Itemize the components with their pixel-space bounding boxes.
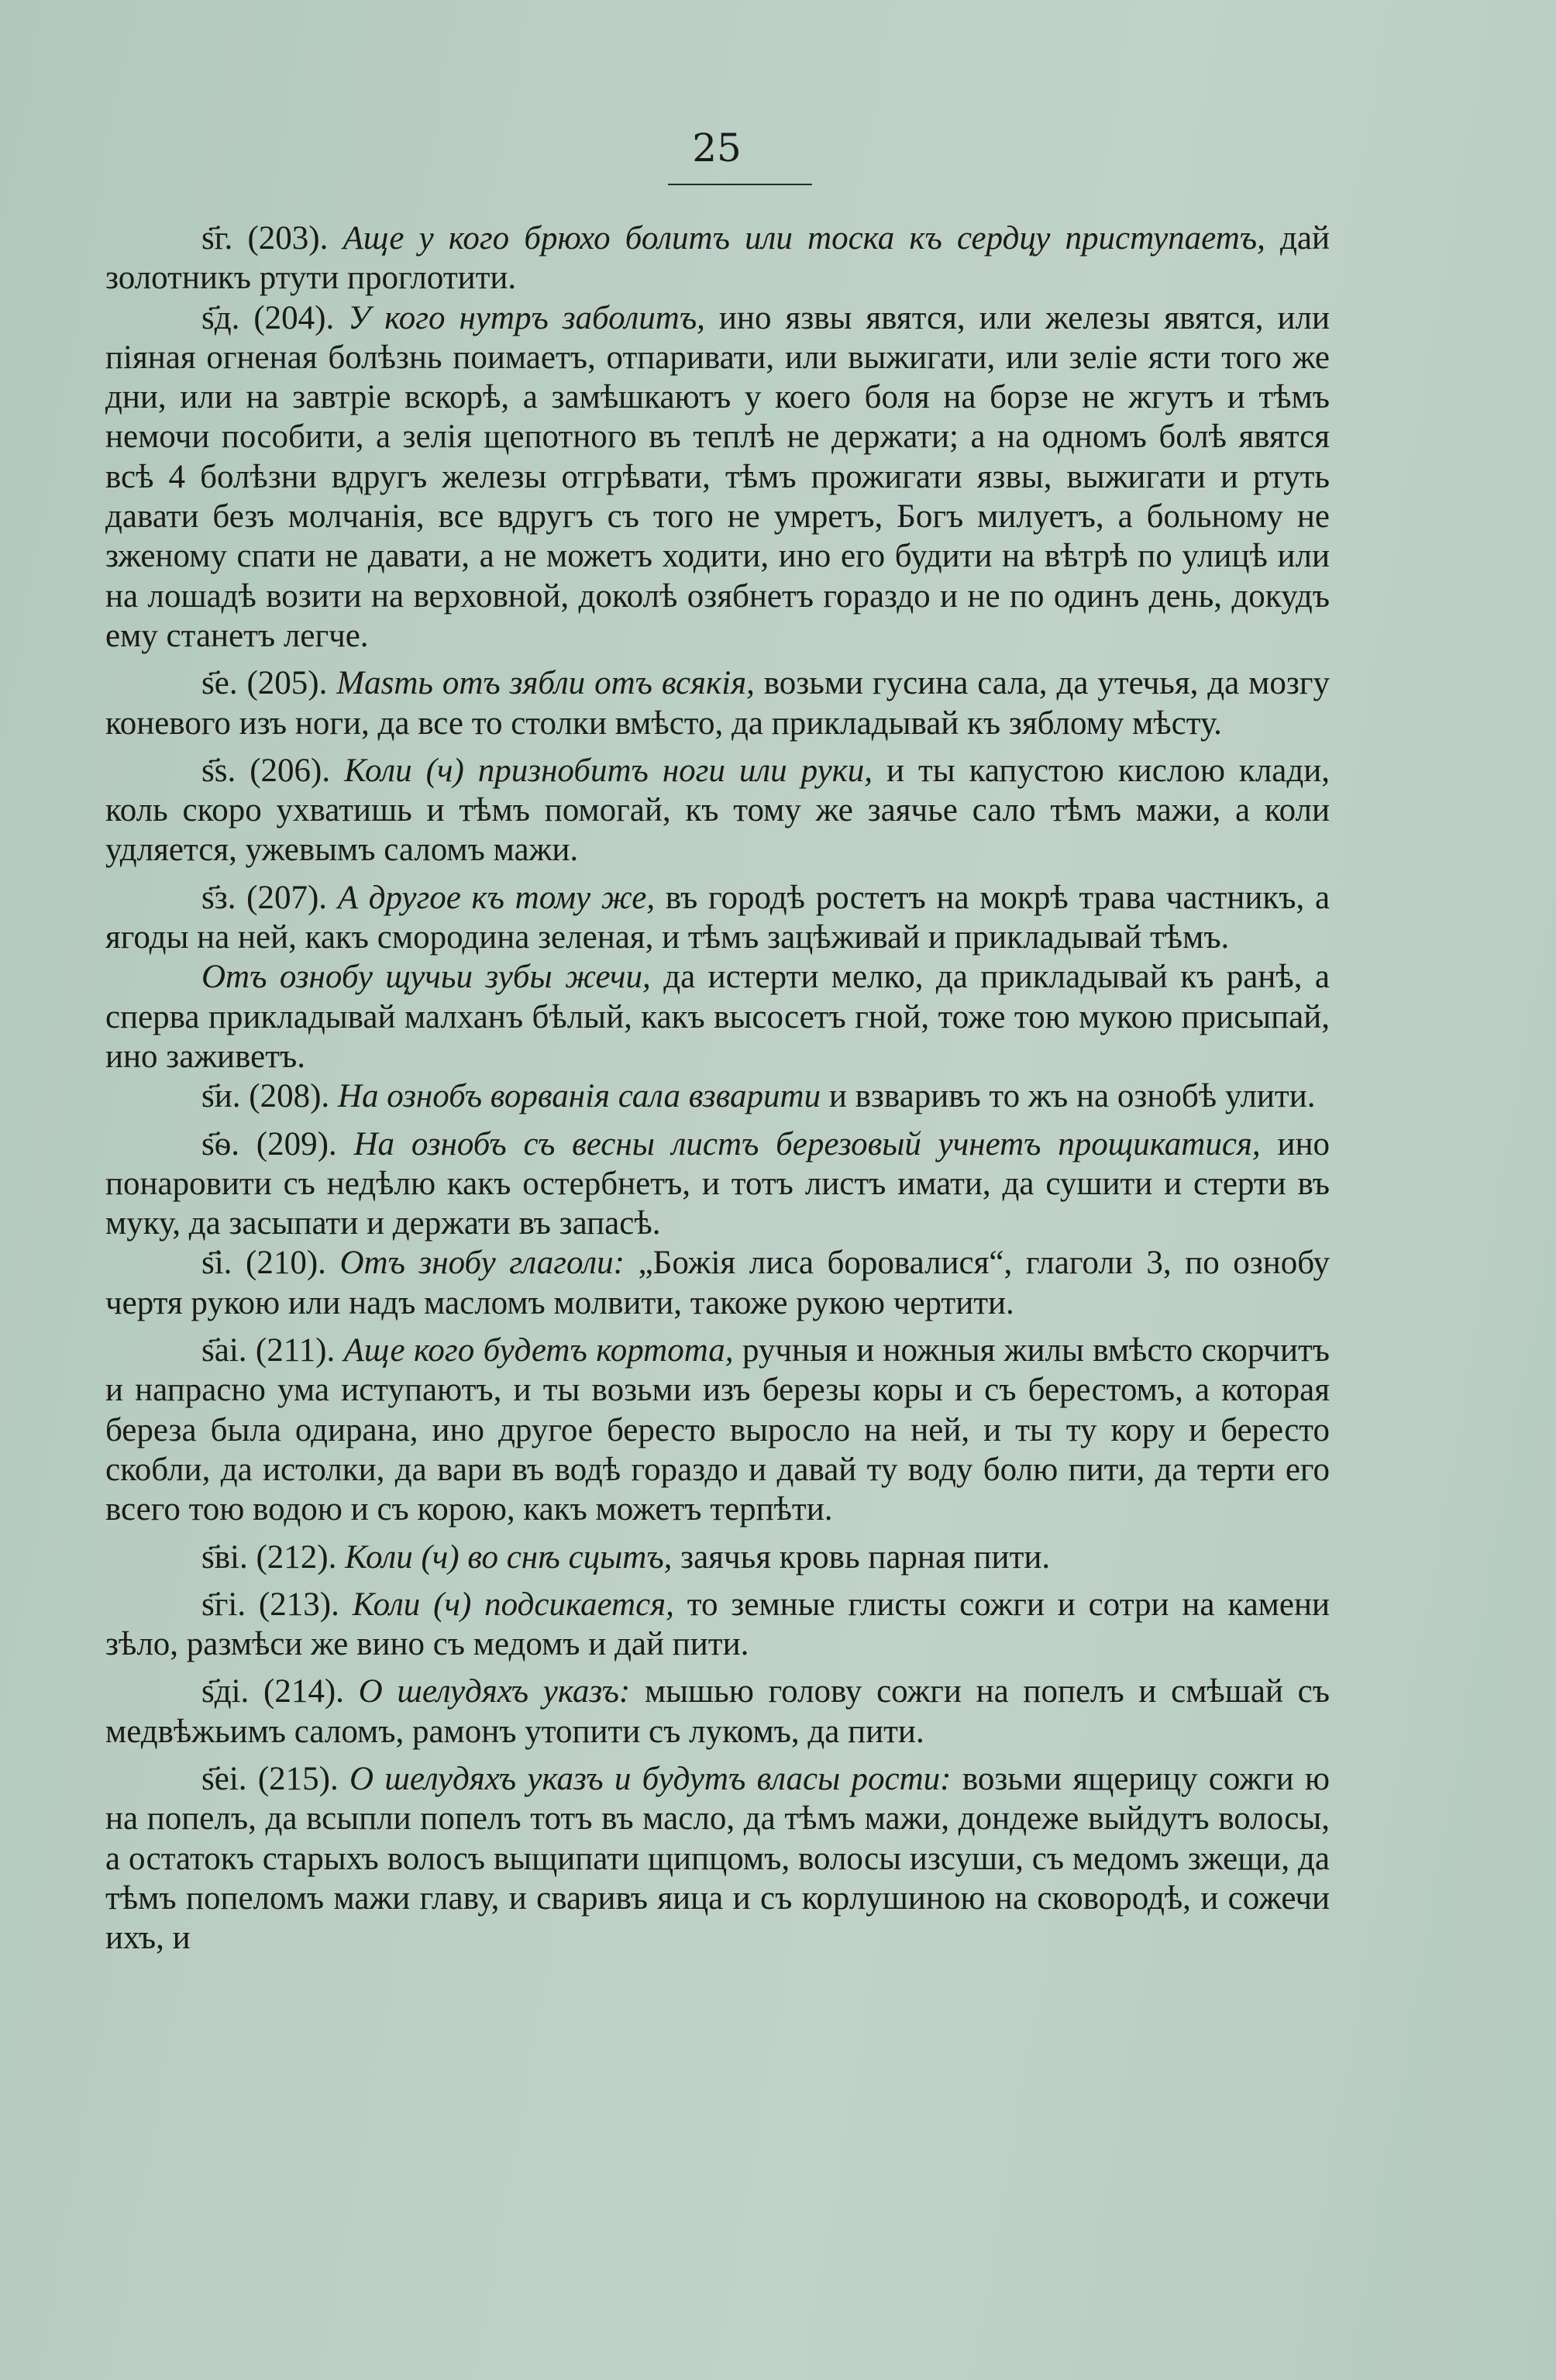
entry-213 (105, 1585, 1330, 1665)
entry-204 (105, 298, 1330, 656)
entry-number: ѕ҃д. (204). (201, 299, 335, 336)
entry-title: А другое къ тому же, (337, 879, 656, 916)
entry-body: возьми гусина сала, да утечья, да мозгу коневого изъ ноги, да все то столки вмѣсто, да прикладывай къ зяблому мѣсту. (105, 665, 1330, 742)
entry-body: и взваривъ то жъ на ознобѣ улити. (828, 1078, 1316, 1115)
entry-body: заячья кровь парная пити. (680, 1538, 1051, 1576)
entry-title: Отъ знобу глаголи: (339, 1245, 625, 1282)
page-number: 25 (692, 126, 742, 170)
entry-203 (105, 219, 1330, 298)
entry-title: О шелудяхъ указъ: (358, 1673, 631, 1710)
entry-205 (105, 663, 1330, 743)
entry-number: ѕ҃аі. (211). (201, 1332, 336, 1369)
entry-number: ѕ҃гі. (213). (201, 1586, 339, 1623)
entry-206 (105, 751, 1330, 870)
entry-number: ѕ҃г. (203). (201, 220, 329, 257)
entry-number: ѕ҃ді. (214). (201, 1673, 344, 1710)
entry-number: ѕ҃ві. (212). (201, 1538, 337, 1576)
entry-title: Мasть отъ зябли отъ всякія, (336, 665, 755, 702)
entry-207 (105, 878, 1330, 958)
page-text (105, 219, 1330, 1958)
entry-208 (105, 1076, 1330, 1116)
entry-body: въ городѣ ростетъ на мокрѣ трава частникъ, а ягоды на ней, какъ смородина зеленая, и тѣмъ зацѣживай и прикладывай тѣмъ. (105, 879, 1331, 956)
entry-212 (105, 1538, 1330, 1577)
entry-209 (105, 1125, 1330, 1244)
entry-number: ѕ҃е. (205). (201, 665, 328, 702)
entry-number: ѕ҃ѕ. (206). (201, 752, 331, 789)
entry-body: возьми ящерицу сожги ю на попелъ, да всыпли попелъ тотъ въ масло, да тѣмъ мажи, дондеже выйдутъ волосы, а остатокъ старыхъ волосъ выщипати щипцомъ, волосы изсуши, съ медомъ зжещи, да тѣмъ попеломъ мажи главу, и сваривъ яица и съ корлушиною на сковородѣ, и сожечи ихъ, и (105, 1760, 1331, 1957)
entry-title: Коли (ч) признобитъ ноги или руки, (344, 752, 873, 789)
entry-title: О шелудяхъ указъ и будутъ власы рости: (349, 1760, 952, 1797)
entry-body: дай золотникъ ртути проглотити. (105, 220, 1331, 297)
entry-body: ино понаровити съ недѣлю какъ остербнетъ, и тотъ листъ имати, да сушити и стерти въ муку, да засыпати и держати въ запасѣ. (105, 1125, 1331, 1242)
entry-number: ѕ҃и. (208). (201, 1078, 330, 1115)
entry-title: У кого нутръ заболитъ, (348, 299, 705, 336)
entry-body: „Божія лиса боровалися“, глаголи 3, по ознобу чертя рукою или надъ масломъ молвити, такоже рукою чертити. (105, 1245, 1330, 1321)
entry-body: да истерти мелко, да прикладывай къ ранѣ, а сперва прикладывай малханъ бѣлый, какъ высосетъ гной, тоже тою мукою присыпай, ино заживетъ. (105, 959, 1330, 1075)
entry-title: Коли (ч) подсикается, (352, 1586, 674, 1623)
entry-body: ино язвы явятся, или железы явятся, или піяная огненая болѣзнь поимаетъ, отпаривати, или выжигати, или зеліе ясти того же дни, или на завтріе вскорѣ, а замѣшкаютъ у коего боля на борзе не жгутъ и тѣмъ немочи пособити, а зелія щепотного въ теплѣ не держати; а на одномъ болѣ явятся всѣ 4 болѣзни вдругъ железы отгрѣвати, тѣмъ прожигати язвы, выжигати и ртуть давати безъ молчанія, все вдругъ съ того не умретъ, Богъ милуетъ, а больному не зженому спати не давати, а не можетъ ходити, ино его будити на вѣтрѣ по улицѣ или на лошадѣ возити на верховной, доколѣ озябнетъ гораздо и не по одинъ день, докудъ ему станетъ легче. (105, 299, 1331, 654)
entry-number: ѕ҃і. (210). (201, 1245, 326, 1282)
entry-title: Аще кого будетъ кортота, (343, 1332, 734, 1369)
entry-body: мышью голову сожги на попелъ и смѣшай съ медвѣжьимъ саломъ, рамонъ утопити съ лукомъ, да пити. (105, 1673, 1331, 1750)
entry-title: На ознобъ съ весны листъ березовый учнетъ прощикатися, (353, 1125, 1261, 1162)
entry-title: На ознобъ ворванія сала взварити (337, 1078, 821, 1115)
entry-title: Коли (ч) во снѣ сцытъ, (345, 1538, 673, 1576)
entry-number: ѕ҃з. (207). (201, 879, 328, 916)
entry-215 (105, 1759, 1330, 1958)
entry-211 (105, 1331, 1330, 1529)
entry-body: то земные глисты сожги и сотри на камени зѣло, размѣси же вино съ медомъ и дай пити. (105, 1586, 1331, 1663)
entry-body: и ты капустою кислою клади, коль скоро ухватишь и тѣмъ помогай, къ тому же заячье сало тѣмъ мажи, а коли удляется, ужевымъ саломъ мажи. (105, 752, 1330, 869)
entry-214 (105, 1672, 1330, 1751)
entry-number: ѕ҃еі. (215). (201, 1760, 339, 1797)
entry-number: ѕ҃ѳ. (209). (201, 1125, 337, 1162)
entry-body: ручныя и ножныя жилы вмѣсто скорчитъ и напрасно ума иступаютъ, и ты возьми изъ березы коры и съ берестомъ, а которая береза была одирана, ино другое бересто выросло на ней, и ты ту кору и бересто скобли, да истолки, да вари въ водѣ гораздо и давай ту воду болю пити, да терти его всего тою водою и съ корою, какъ можетъ терпѣти. (105, 1332, 1331, 1528)
entry-title: Аще у кого брюхо болитъ или тоска къ сердцу приступаетъ, (343, 220, 1265, 257)
entry-207-continued (105, 957, 1330, 1076)
entry-210 (105, 1243, 1330, 1323)
entry-title: Отъ ознобу щучьи зубы жечи, (201, 959, 651, 996)
page-number-rule (668, 184, 812, 185)
